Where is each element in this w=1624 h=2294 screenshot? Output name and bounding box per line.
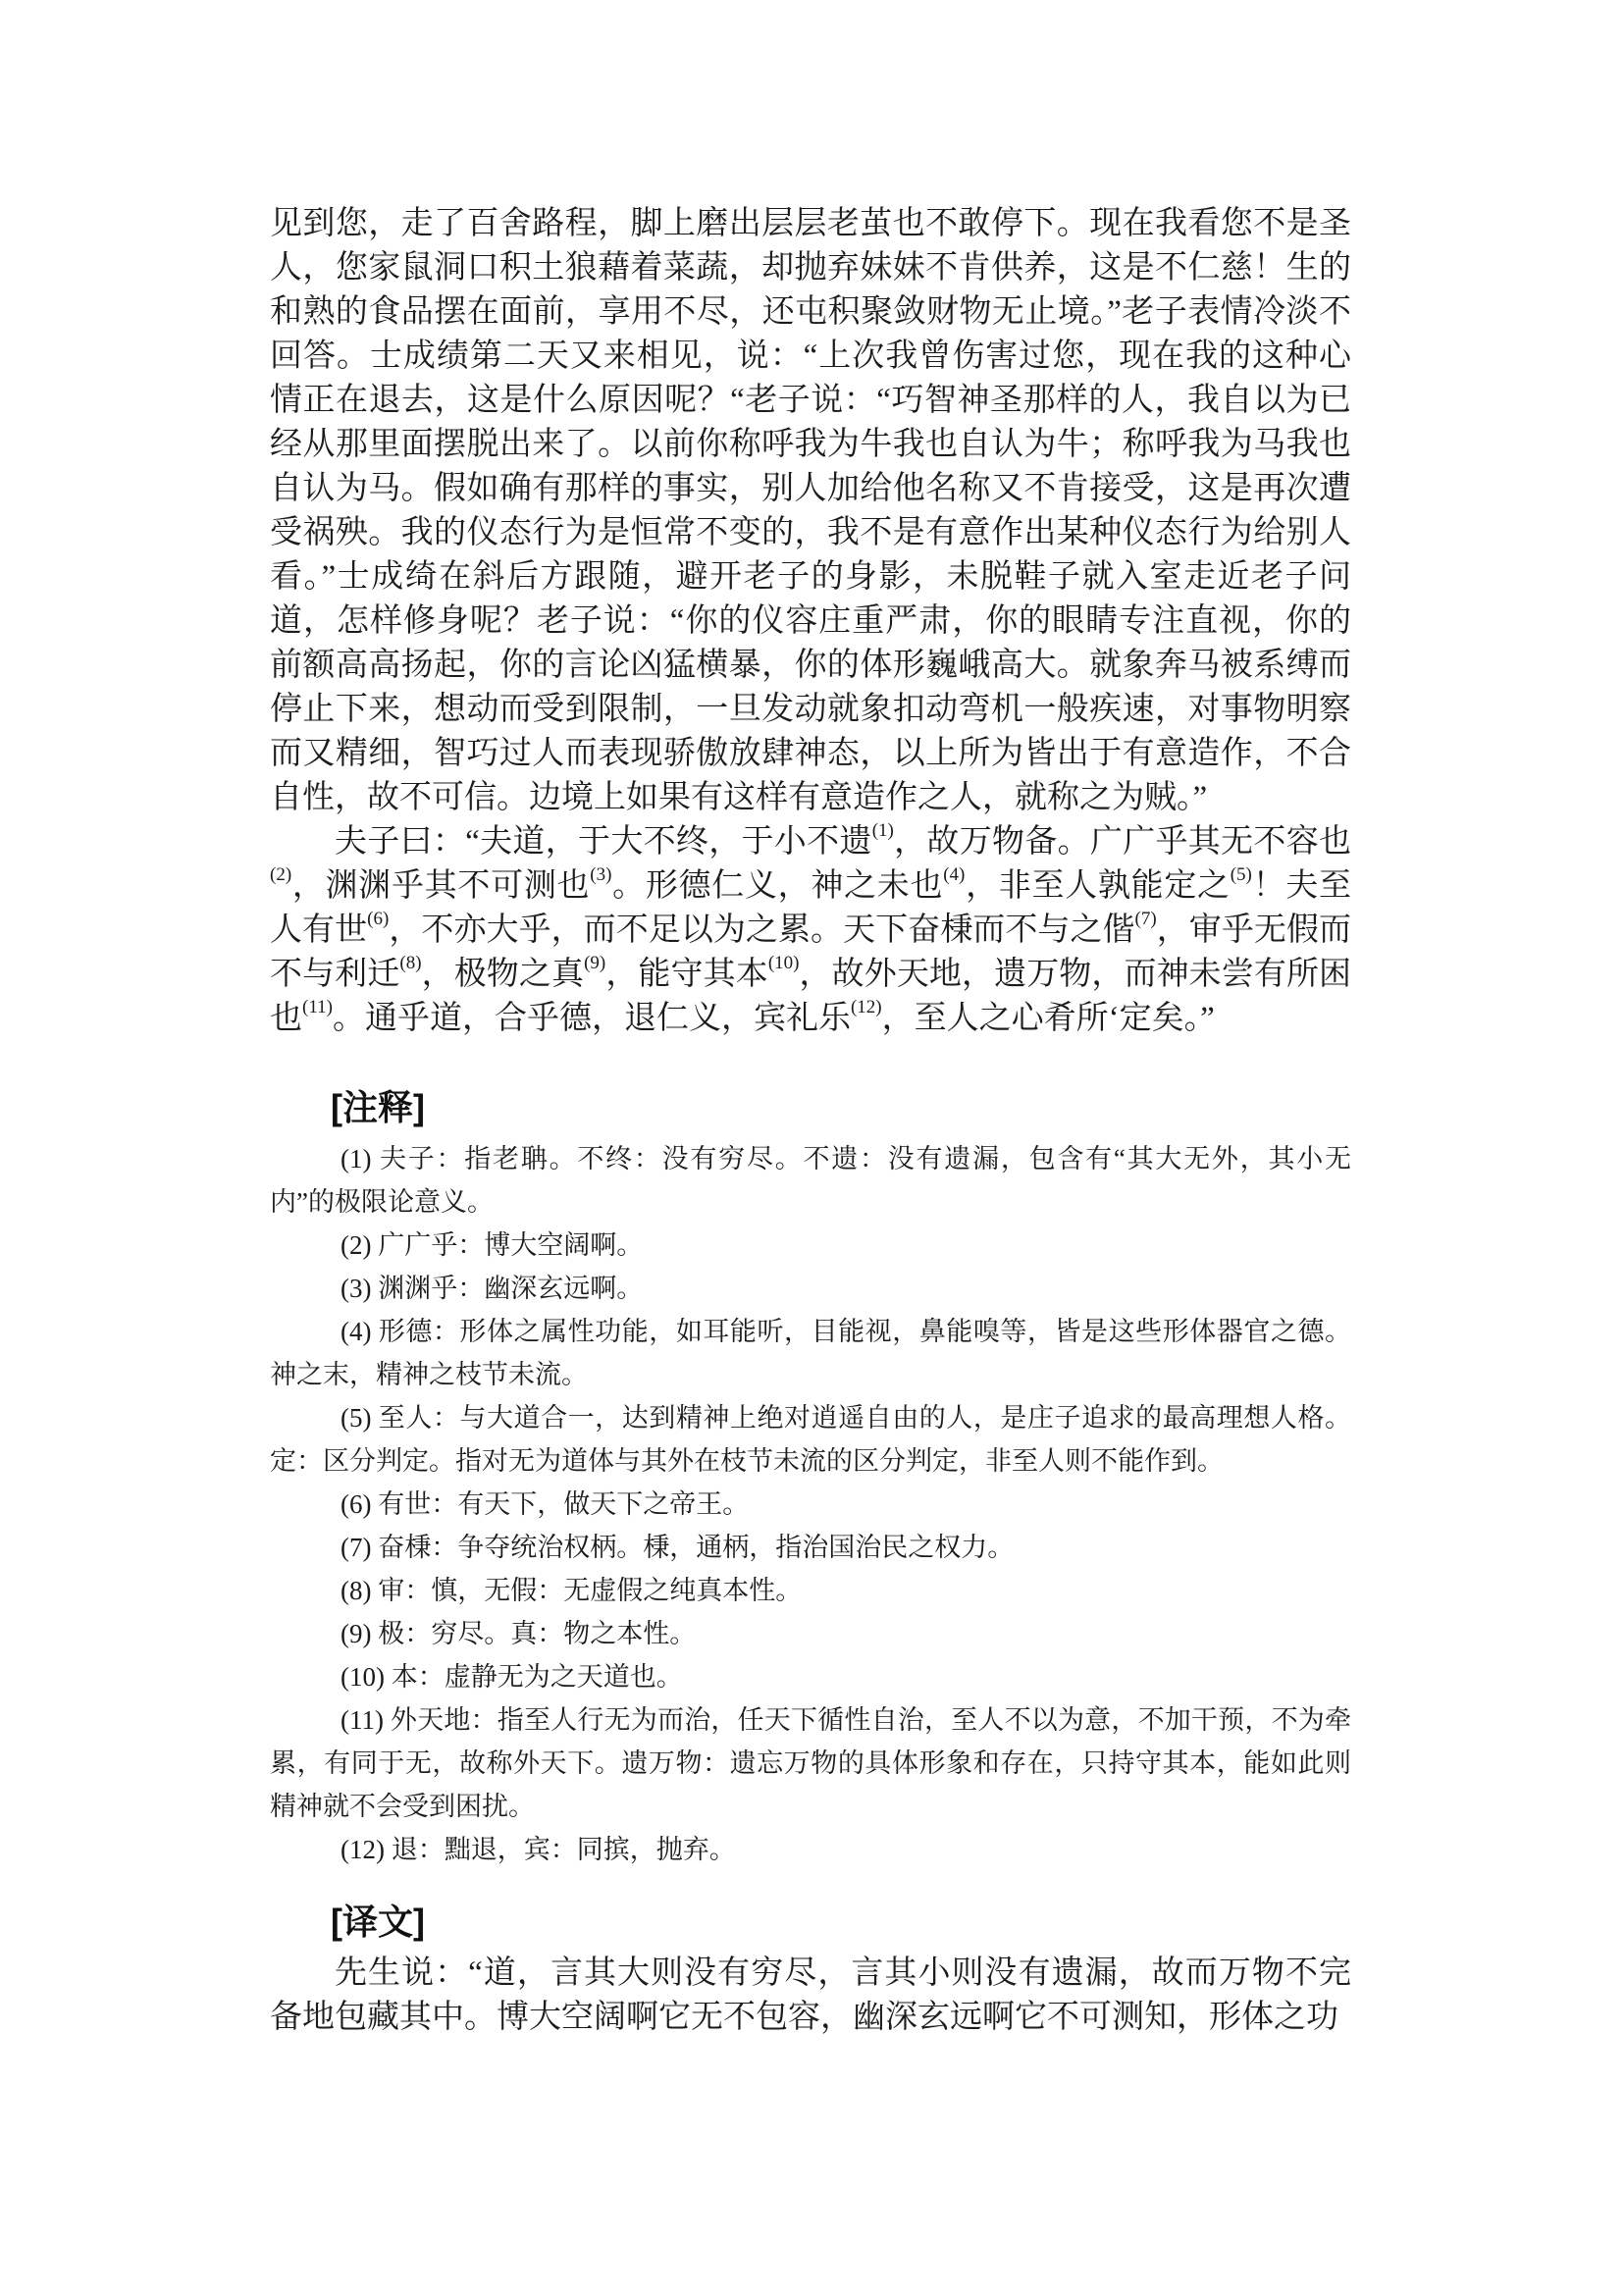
note-item-2: (2) 广广乎：博大空阔啊。 [341, 1230, 644, 1260]
footnote-ref: (7) [1134, 909, 1157, 929]
note-item-4: (4) 形德：形体之属性功能，如耳能听，目能视，鼻能嗅等，皆是这些形体器官之德。神之末，精神之枝节未流。 [270, 1317, 1351, 1389]
notes-header: [注释] [331, 1087, 425, 1127]
body-paragraph-2: 夫子曰：“夫道，于大不终，于小不遗$^{(1)}$，故万物备。广广乎其无不容也$^{(2)}$，渊渊乎其不可测也$^{(3)}$。形德仁义，神之未也$^{(4)}$，非至人孰能定之$^{(5)}$！夫至人有世$^{(6)}$，不亦大乎，而不足以为之累。天下奋棅而不与之偕$^{(7)}$，审乎无假而不与利迁$^{(8)}$，极物之真$^{(9)}$，能守其本$^{(10)}$，故外天地，遗万物，而神未尝有所困也$^{(11)}$。通乎道，合乎德，退仁义，宾礼乐$^{(12)}$，至人之心肴所‘定矣。” [270, 820, 1352, 1036]
translation-section [270, 1952, 1351, 2040]
note-item-1: (1) 夫子：指老聃。不终：没有穷尽。不遗：没有遗漏，包含有“其大无外，其小无内”的极限论意义。 [270, 1144, 1351, 1217]
note-item-10: (10) 本：虚静无为之天道也。 [341, 1662, 683, 1692]
footnote-ref: (4) [943, 864, 966, 885]
note-item-12: (12) 退：黜退，宾：同摈，抛弃。 [341, 1835, 736, 1864]
footnote-ref: (6) [367, 909, 390, 929]
note-item-3: (3) 渊渊乎：幽深玄远啊。 [341, 1274, 644, 1303]
body-paragraph-1: 见到您，走了百舍路程，脚上磨出层层老茧也不敢停下。现在我看您不是圣人，您家鼠洞口积土狼藉着菜蔬，却抛弃妹妹不肯供养，这是不仁慈！生的和熟的食品摆在面前，享用不尽，还屯积聚敛财物无止境。”老子表情冷淡不回答。士成绩第二天又来相见，说：“上次我曾伤害过您，现在我的这种心情正在退去，这是什么原因呢？“老子说：“巧智神圣那样的人，我自以为已经从那里面摆脱出来了。以前你称呼我为牛我也自认为牛；称呼我为马我也自认为马。假如确有那样的事实，别人加给他名称又不肯接受，这是再次遭受祸殃。我的仪态行为是恒常不变的，我不是有意作出某种仪态行为给别人看。”士成绮在斜后方跟随，避开老子的身影，未脱鞋子就入室走近老子问道，怎样修身呢？老子说：“你的仪容庄重严肃，你的眼睛专注直视，你的前额高高扬起，你的言论凶猛横暴，你的体形巍峨高大。就象奔马被系缚而停止下来，想动而受到限制，一旦发动就象扣动弯机一般疾速，对事物明察而又精细，智巧过人而表现骄傲放肆神态，以上所为皆出于有意造作，不合自性，故不可信。边境上如果有这样有意造作之人，就称之为贼。” [270, 206, 1351, 815]
footnote-ref: (10) [767, 953, 800, 973]
footnote-ref: (9) [584, 953, 606, 973]
main-text-section [270, 202, 1351, 1041]
footnote-ref: (5) [1230, 864, 1252, 885]
note-item-7: (7) 奋棅：争夺统治权柄。棅，通柄，指治国治民之权力。 [341, 1533, 1015, 1562]
translation-header: [译文] [331, 1902, 425, 1942]
translation-paragraph-1: 先生说：“道，言其大则没有穷尽，言其小则没有遗漏，故而万物不完备地包藏其中。博大空阔啊它无不包容，幽深玄远啊它不可测知，形体之功 [270, 1955, 1351, 2035]
notes-section [270, 1137, 1351, 1871]
note-item-5: (5) 至人：与大道合一，达到精神上绝对逍遥自由的人，是庄子追求的最高理想人格。定：区分判定。指对无为道体与其外在枝节未流的区分判定，非至人则不能作到。 [270, 1403, 1351, 1476]
footnote-ref: (2) [270, 864, 292, 885]
note-item-6: (6) 有世：有天下，做天下之帝王。 [341, 1489, 750, 1519]
note-item-11: (11) 外天地：指至人行无为而治，任天下循性自治，至人不以为意，不加干预，不为牵累，有同于无，故称外天下。遗万物：遗忘万物的具体形象和存在，只持守其本，能如此则精神就不会受到困扰。 [270, 1705, 1351, 1821]
footnote-ref: (11) [302, 997, 333, 1017]
footnote-ref: (3) [590, 864, 612, 885]
note-item-8: (8) 审：慎，无假：无虚假之纯真本性。 [341, 1576, 803, 1605]
footnote-ref: (1) [871, 820, 894, 841]
note-item-9: (9) 极：穷尽。真：物之本性。 [341, 1619, 697, 1648]
footnote-ref: (8) [399, 953, 422, 973]
footnote-ref: (12) [850, 997, 882, 1017]
